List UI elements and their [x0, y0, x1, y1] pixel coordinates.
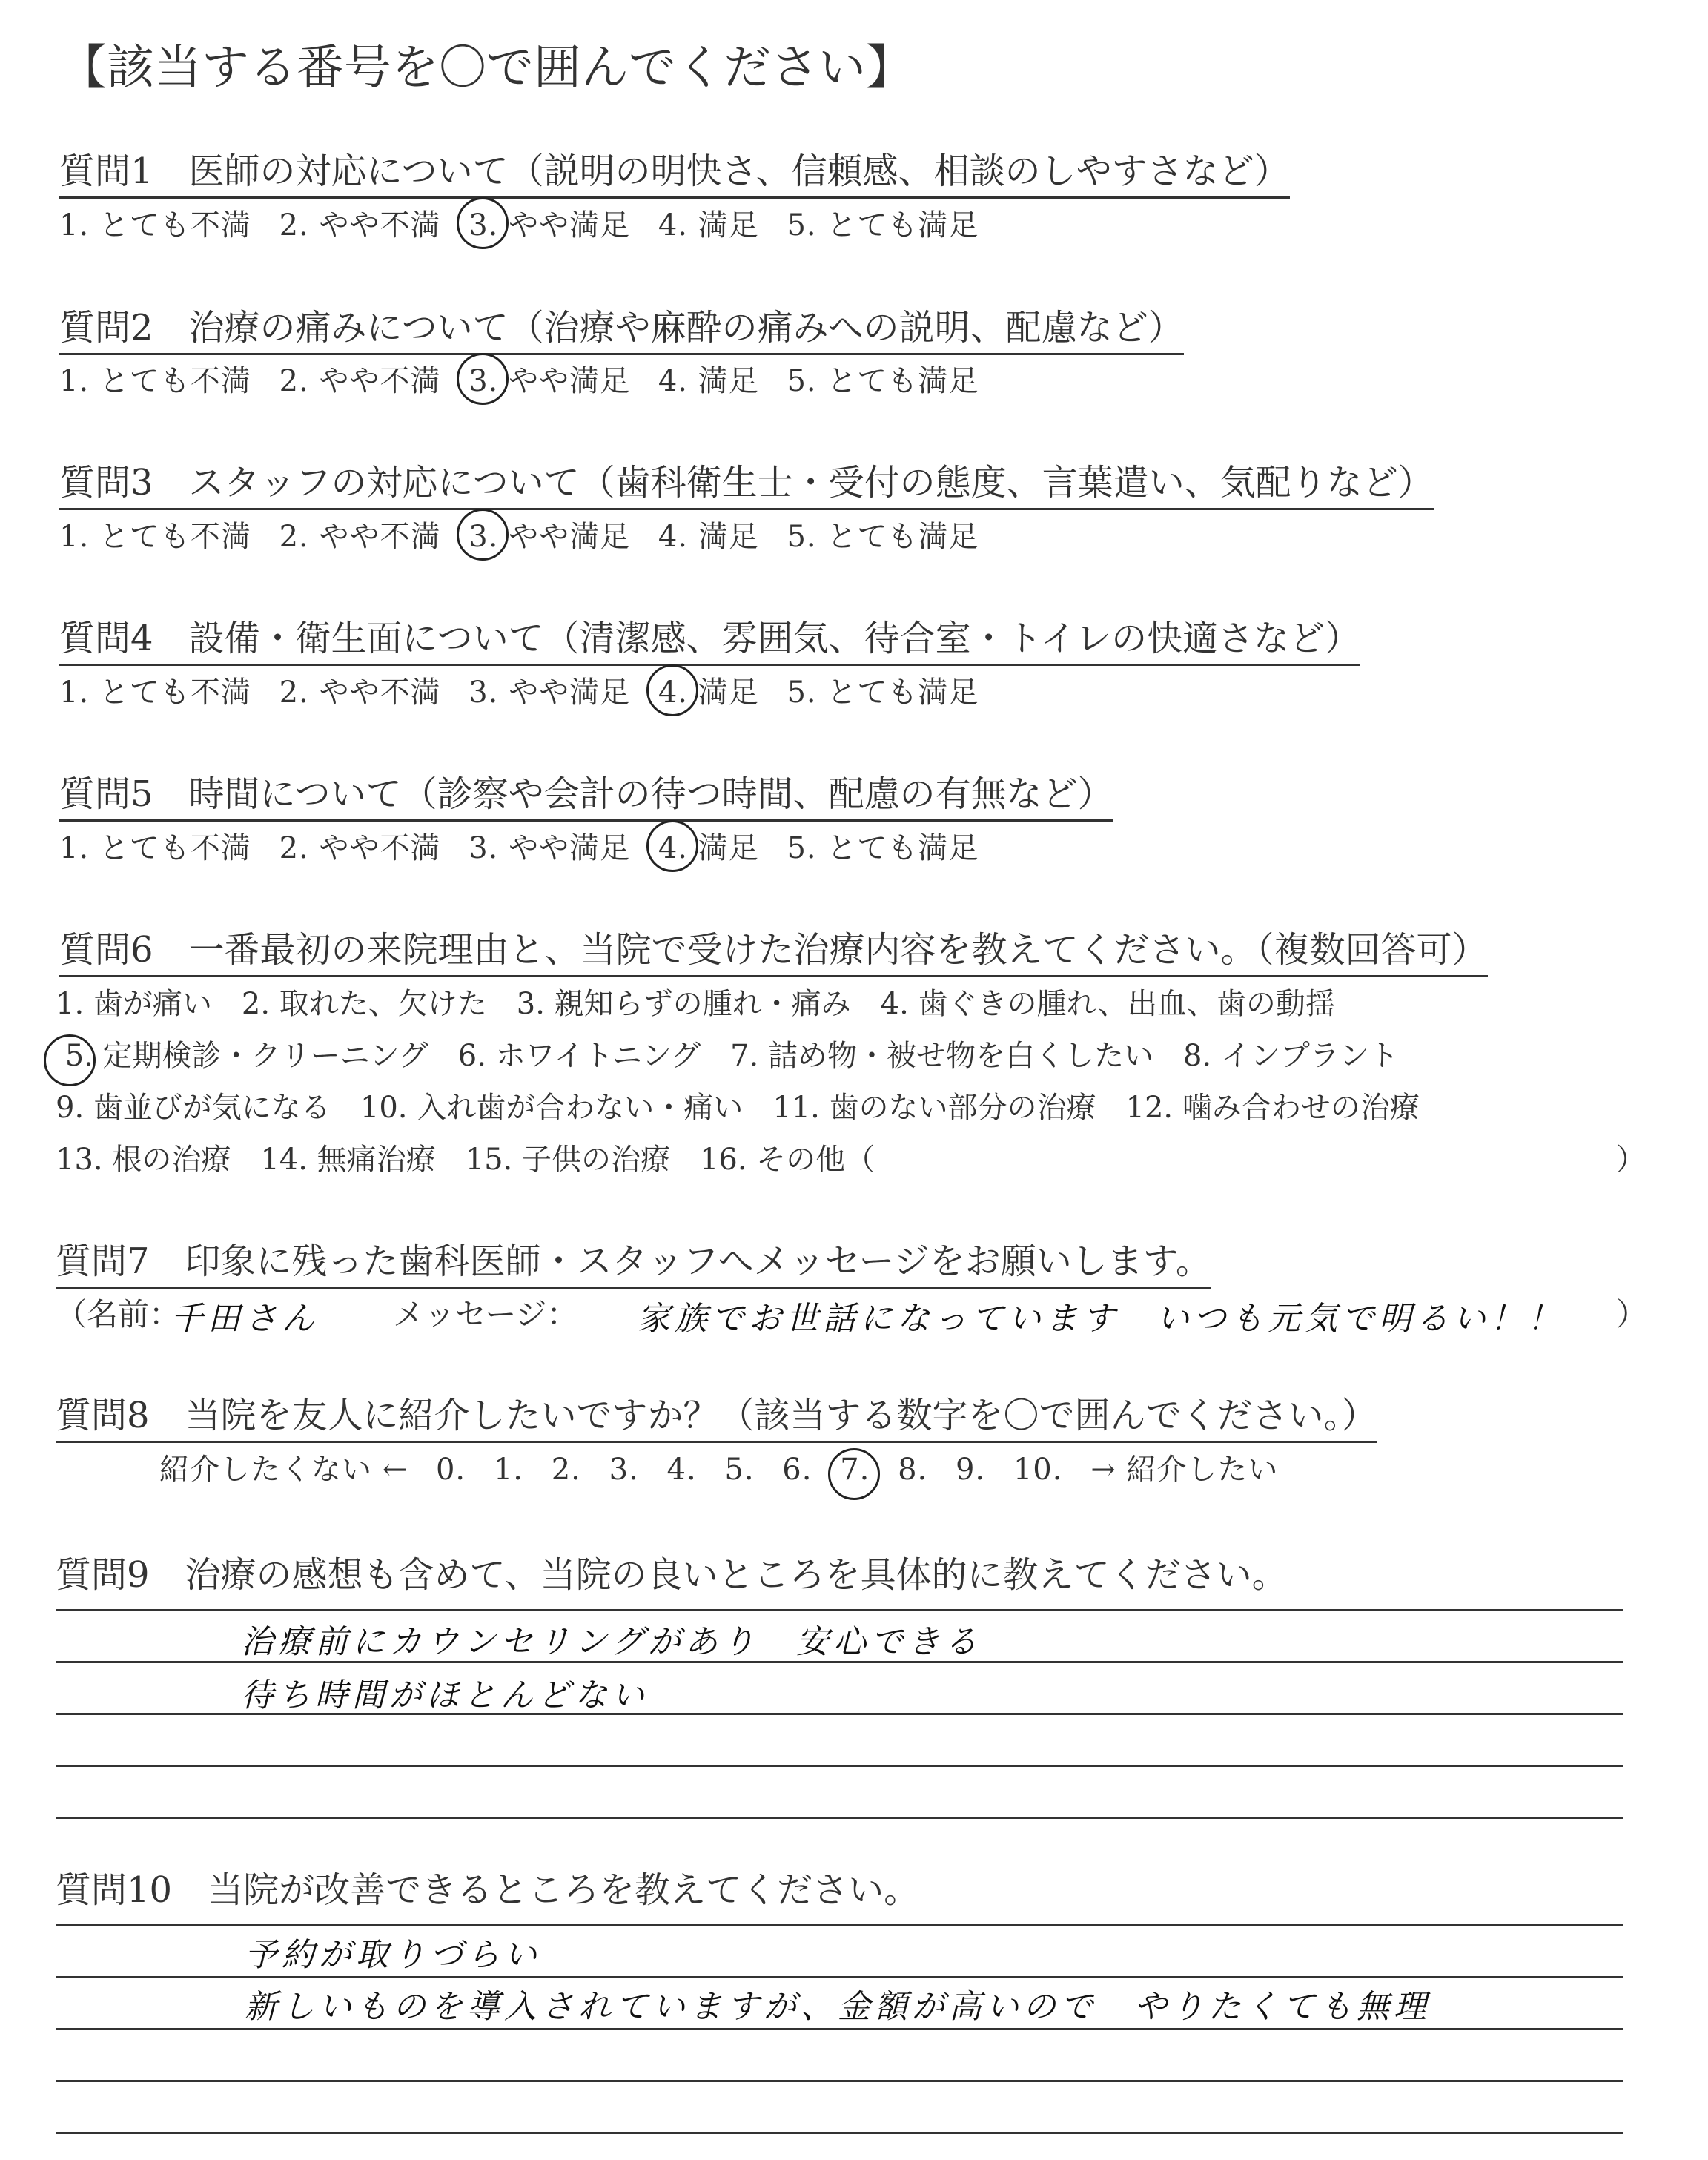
q4-option-1[interactable]: 1. とても不満	[59, 676, 251, 710]
q6-option-5-circle	[56, 1039, 65, 1073]
q5-title: 質問5 時間について（診察や会計の待つ時間、配慮の有無など）	[59, 765, 1113, 822]
q10-answer-1[interactable]: 予約が取りづらい	[245, 1936, 541, 1974]
q9-answer-line-5	[56, 1817, 1623, 1819]
q1-option-4[interactable]: 4. 満足	[658, 208, 759, 242]
q5-options	[59, 825, 996, 867]
q2-option-5[interactable]: 5. とても満足	[787, 364, 979, 398]
q1-options	[59, 202, 996, 244]
q4-options	[59, 669, 996, 711]
q1-option-2[interactable]: 2. やや不満	[279, 208, 441, 242]
q5-option-3[interactable]: 3. やや満足	[469, 831, 631, 865]
q3-title: 質問3 スタッフの対応について（歯科衛生士・受付の態度、言葉遣い、気配りなど）	[59, 454, 1434, 510]
q1-title: 質問1 医師の対応について（説明の明快さ、信頼感、相談のしやすさなど）	[59, 142, 1290, 199]
q4-option-5[interactable]: 5. とても満足	[787, 676, 979, 710]
q3-options	[59, 513, 996, 555]
q9-answer-line-3	[56, 1713, 1623, 1715]
q10-title: 質問10 当院が改善できるところを教えてください。	[56, 1869, 920, 1911]
q2-options	[59, 357, 996, 400]
q4-option-3[interactable]: 3. やや満足	[469, 676, 631, 710]
q6-row-2-text: 5. 定期検診・クリーニング 6. ホワイトニング 7. 詰め物・被せ物を白くしたい 8. インプラント	[64, 1039, 1399, 1073]
q6-close-paren: ）	[1616, 1143, 1646, 1177]
q5-option-2[interactable]: 2. やや不満	[279, 831, 441, 865]
q2-option-3-selected[interactable]: 3. やや満足	[469, 357, 630, 400]
q4-title: 質問4 設備・衛生面について（清潔感、雰囲気、待合室・トイレの快適さなど）	[59, 610, 1360, 666]
q8-option-1[interactable]: 1.	[493, 1453, 524, 1487]
q10-answer-line-1	[56, 1924, 1623, 1926]
q8-scale	[159, 1446, 1296, 1488]
q8-title: 質問8 当院を友人に紹介したいですか？（該当する数字を〇で囲んでください。）	[56, 1387, 1377, 1443]
q8-option-2[interactable]: 2.	[551, 1453, 581, 1487]
q1-option-3-selected[interactable]: 3. やや満足	[469, 202, 630, 244]
q3-option-5[interactable]: 5. とても満足	[787, 520, 979, 554]
q8-option-3[interactable]: 3.	[609, 1453, 639, 1487]
q6-row-4[interactable]: 13. 根の治療 14. 無痛治療 15. 子供の治療 16. その他（	[56, 1143, 875, 1177]
q7-message-value[interactable]: 家族でお世話になっています いつも元気で明るい！！	[638, 1300, 1564, 1338]
q10-answer-line-5	[56, 2132, 1623, 2134]
q8-option-5[interactable]: 5.	[724, 1453, 755, 1487]
q9-answer-2[interactable]: 待ち時間がほとんどない	[241, 1677, 649, 1714]
q5-option-5[interactable]: 5. とても満足	[787, 831, 979, 865]
q3-option-4[interactable]: 4. 満足	[658, 520, 759, 554]
q1-option-1[interactable]: 1. とても不満	[59, 208, 251, 242]
q5-option-1[interactable]: 1. とても不満	[59, 831, 251, 865]
q8-option-7-selected[interactable]: 7.	[840, 1453, 870, 1487]
q8-option-8[interactable]: 8.	[898, 1453, 928, 1487]
q2-title: 質問2 治療の痛みについて（治療や麻酔の痛みへの説明、配慮など）	[59, 299, 1184, 355]
q1-option-5[interactable]: 5. とても満足	[787, 208, 979, 242]
q8-option-0[interactable]: 0.	[435, 1453, 466, 1487]
q6-row-1[interactable]: 1. 歯が痛い 2. 取れた、欠けた 3. 親知らずの腫れ・痛み 4. 歯ぐきの腫れ、出血、歯の動揺	[56, 987, 1335, 1021]
q7-name-value[interactable]: 千田さん	[171, 1300, 319, 1338]
q10-answer-line-2	[56, 1976, 1623, 1978]
q9-answer-line-4	[56, 1765, 1623, 1767]
q7-close-paren: ）	[1616, 1296, 1648, 1332]
q4-option-2[interactable]: 2. やや不満	[279, 676, 441, 710]
q2-option-1[interactable]: 1. とても不満	[59, 364, 251, 398]
q7-title: 質問7 印象に残った歯科医師・スタッフへメッセージをお願いします。	[56, 1232, 1211, 1289]
q5-option-4-selected[interactable]: 4. 満足	[658, 825, 759, 867]
q6-row-2[interactable]	[56, 1032, 1399, 1074]
q8-right-label: → 紹介したい	[1090, 1453, 1279, 1487]
q8-option-6[interactable]: 6.	[782, 1453, 812, 1487]
q10-answer-2[interactable]: 新しいものを導入されていますが、金額が高いので やりたくても無理	[245, 1988, 1431, 2026]
page-title: 【該当する番号を〇で囲んでください】	[59, 41, 913, 96]
q6-row-3[interactable]: 9. 歯並びが気になる 10. 入れ歯が合わない・痛い 11. 歯のない部分の治療 12. 噛み合わせの治療	[56, 1091, 1420, 1125]
q10-answer-line-3	[56, 2028, 1623, 2030]
q7-name-label: （名前：	[56, 1296, 181, 1332]
q9-title: 質問9 治療の感想も含めて、当院の良いところを具体的に教えてください。	[56, 1554, 1288, 1596]
q3-option-2[interactable]: 2. やや不満	[279, 520, 441, 554]
q7-message-label: メッセージ：	[393, 1296, 578, 1332]
q8-option-9[interactable]: 9.	[955, 1453, 986, 1487]
q6-title: 質問6 一番最初の来院理由と、当院で受けた治療内容を教えてください。（複数回答可）	[59, 921, 1488, 977]
q2-option-2[interactable]: 2. やや不満	[279, 364, 441, 398]
q8-option-10[interactable]: 10.	[1013, 1453, 1063, 1487]
q2-option-4[interactable]: 4. 満足	[658, 364, 759, 398]
q4-option-4-selected[interactable]: 4. 満足	[658, 669, 759, 711]
q9-answer-line-1	[56, 1609, 1623, 1611]
q9-answer-1[interactable]: 治療前にカウンセリングがあり 安心できる	[241, 1623, 982, 1661]
q3-option-3-selected[interactable]: 3. やや満足	[469, 513, 630, 555]
q9-answer-line-2	[56, 1661, 1623, 1663]
q10-answer-line-4	[56, 2080, 1623, 2082]
q3-option-1[interactable]: 1. とても不満	[59, 520, 251, 554]
q8-option-4[interactable]: 4.	[666, 1453, 697, 1487]
q8-left-label: 紹介したくない ←	[159, 1453, 408, 1487]
